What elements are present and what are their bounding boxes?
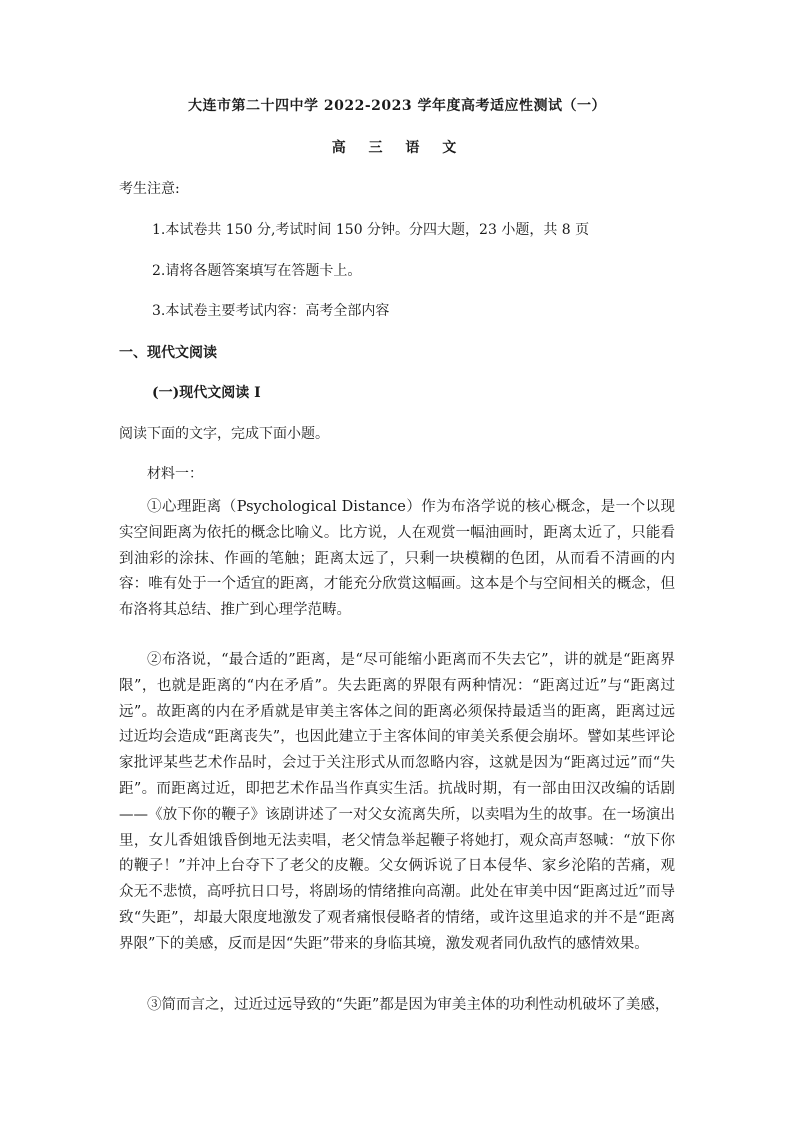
exam-title: 大连市第二十四中学 2022-2023 学年度高考适应性测试（一） <box>188 98 606 114</box>
exam-subtitle: 高 三 语 文 <box>331 140 463 156</box>
notice-item-2: 2.请将各题答案填写在答题卡上。 <box>152 263 362 279</box>
section-heading: 一、现代文阅读 <box>119 345 217 361</box>
notice-item-3: 3.本试卷主要考试内容：高考全部内容 <box>152 303 390 319</box>
section-subheading: (一)现代文阅读 I <box>152 385 261 401</box>
paragraph-1: ①心理距离（Psychological Distance）作为布洛学说的核心概念，是一个以现实空间距离为依托的概念比喻义。比方说，人在观赏一幅油画时，距离太近了，只能看到油彩的涂抹、作画的笔触；距离太远了，只剩一块模糊的色团，从而看不清画的内容：唯有处于一个适宜的距离，才能充分欣赏这幅画。这本是个与空间相关的概念，但布洛将其总结、推广到心理学范畴。 <box>119 499 675 619</box>
instruction-text: 阅读下面的文字，完成下面小题。 <box>119 426 329 442</box>
paragraph-2: ②布洛说，“最合适的”距离，是“尽可能缩小距离而不失去它”，讲的就是“距离界限”，也就是距离的“内在矛盾”。失去距离的界限有两种情况：“距离过近”与“距离过远”。故距离的内在矛盾就是审美主客体之间的距离必须保持最适当的距离，距离过远过近均会造成“距离丧失”，也因此建立于主客体间的审美关系便会崩坏。譬如某些评论家批评某些艺术作品时，会过于关注形式从而忽略内容，这就是因为“距离过远”而“失距”。而距离过近，即把艺术作品当作真实生活。抗战时期，有一部由田汉改编的话剧——《放下你的鞭子》该剧讲述了一对父女流离失所，以卖唱为生的故事。在一场演出里，女儿香姐饿昏倒地无法卖唱，老父情急举起鞭子将她打，观众高声怒喊：“放下你的鞭子！”并冲上台夺下了老父的皮鞭。父女俩诉说了日本侵华、家乡沦陷的苦痛，观众无不悲愤，高呼抗日口号，将剧场的情绪推向高潮。此处在审美中因“距离过近”而导致“失距”，却最大限度地激发了观者痛恨侵略者的情绪，或许这里追求的并不是“距离界限”下的美感，反而是因“失距”带来的身临其境，激发观者同仇敌忾的感情效果。 <box>119 652 675 952</box>
notice-heading: 考生注意: <box>119 181 180 197</box>
material-label: 材料一： <box>147 466 203 482</box>
notice-item-1: 1.本试卷共 150 分,考试时间 150 分钟。分四大题，23 小题，共 8 页 <box>152 222 590 238</box>
paragraph-3: ③简而言之，过近过远导致的“失距”都是因为审美主体的功利性动机破坏了美感， <box>147 997 670 1013</box>
